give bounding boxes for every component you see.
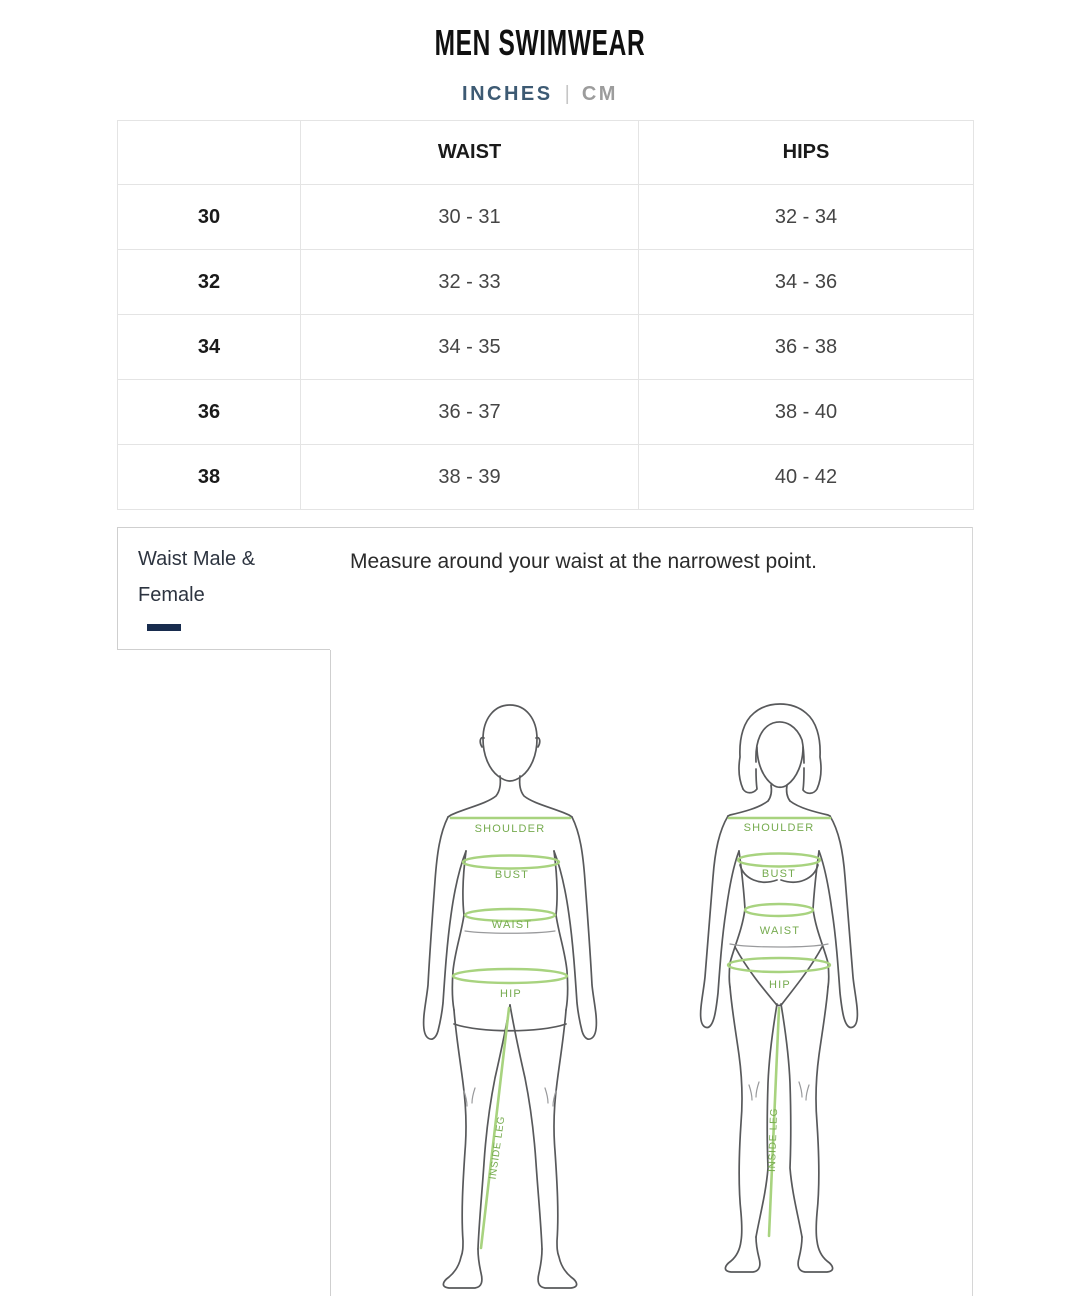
unit-inches-option[interactable]: INCHES xyxy=(462,83,553,105)
table-row xyxy=(118,445,974,510)
table-row xyxy=(118,250,974,315)
waist-cell: 34 - 35 xyxy=(301,315,639,380)
size-cell: 38 xyxy=(118,445,301,510)
hips-cell: 38 - 40 xyxy=(639,380,974,445)
male-figure xyxy=(424,705,597,1288)
female-hip-label: HIP xyxy=(769,979,791,991)
tab-waist-male-female[interactable] xyxy=(117,527,330,650)
hips-cell: 32 - 34 xyxy=(639,185,974,250)
waist-cell: 38 - 39 xyxy=(301,445,639,510)
male-shoulder-label: SHOULDER xyxy=(474,823,546,835)
column-header-size xyxy=(118,121,301,185)
female-bust-label: BUST xyxy=(761,868,797,880)
female-waist-label: WAIST xyxy=(759,925,801,937)
hips-cell: 34 - 36 xyxy=(639,250,974,315)
table-row xyxy=(118,185,974,250)
table-row xyxy=(118,315,974,380)
male-bust-line xyxy=(463,856,559,869)
size-cell: 32 xyxy=(118,250,301,315)
waist-cell: 30 - 31 xyxy=(301,185,639,250)
hips-cell: 40 - 42 xyxy=(639,445,974,510)
tab-column-divider xyxy=(330,650,331,1296)
female-waist-line xyxy=(745,904,813,916)
section-right-border xyxy=(972,527,973,1296)
unit-cm-option[interactable]: CM xyxy=(581,83,618,105)
male-hip-label: HIP xyxy=(500,988,522,1000)
female-shoulder-label: SHOULDER xyxy=(743,822,815,834)
body-measurement-diagram xyxy=(340,688,972,1296)
unit-toggle xyxy=(0,83,1080,106)
tab-label: Waist Male & Female xyxy=(138,548,256,606)
size-cell: 30 xyxy=(118,185,301,250)
size-cell: 34 xyxy=(118,315,301,380)
female-bust-line xyxy=(738,854,820,867)
female-inside-leg-label: INSIDE LEG xyxy=(766,1107,781,1173)
male-hip-line xyxy=(453,969,567,983)
measure-instruction: Measure around your waist at the narrowest point. xyxy=(350,550,817,573)
table-row xyxy=(118,380,974,445)
hips-cell: 36 - 38 xyxy=(639,315,974,380)
column-header-hips: HIPS xyxy=(639,121,974,185)
waist-cell: 36 - 37 xyxy=(301,380,639,445)
male-waist-label: WAIST xyxy=(491,919,533,931)
size-cell: 36 xyxy=(118,380,301,445)
active-tab-indicator xyxy=(147,624,181,631)
female-hip-line xyxy=(728,958,830,972)
unit-divider: | xyxy=(564,83,570,105)
table-header-row xyxy=(118,121,974,185)
waist-cell: 32 - 33 xyxy=(301,250,639,315)
size-chart-table xyxy=(117,120,974,510)
male-bust-label: BUST xyxy=(494,869,530,881)
male-inside-leg-label: INSIDE LEG xyxy=(487,1115,508,1181)
column-header-waist: WAIST xyxy=(301,121,639,185)
page-title: MEN SWIMWEAR xyxy=(434,22,646,63)
female-figure xyxy=(701,704,858,1272)
